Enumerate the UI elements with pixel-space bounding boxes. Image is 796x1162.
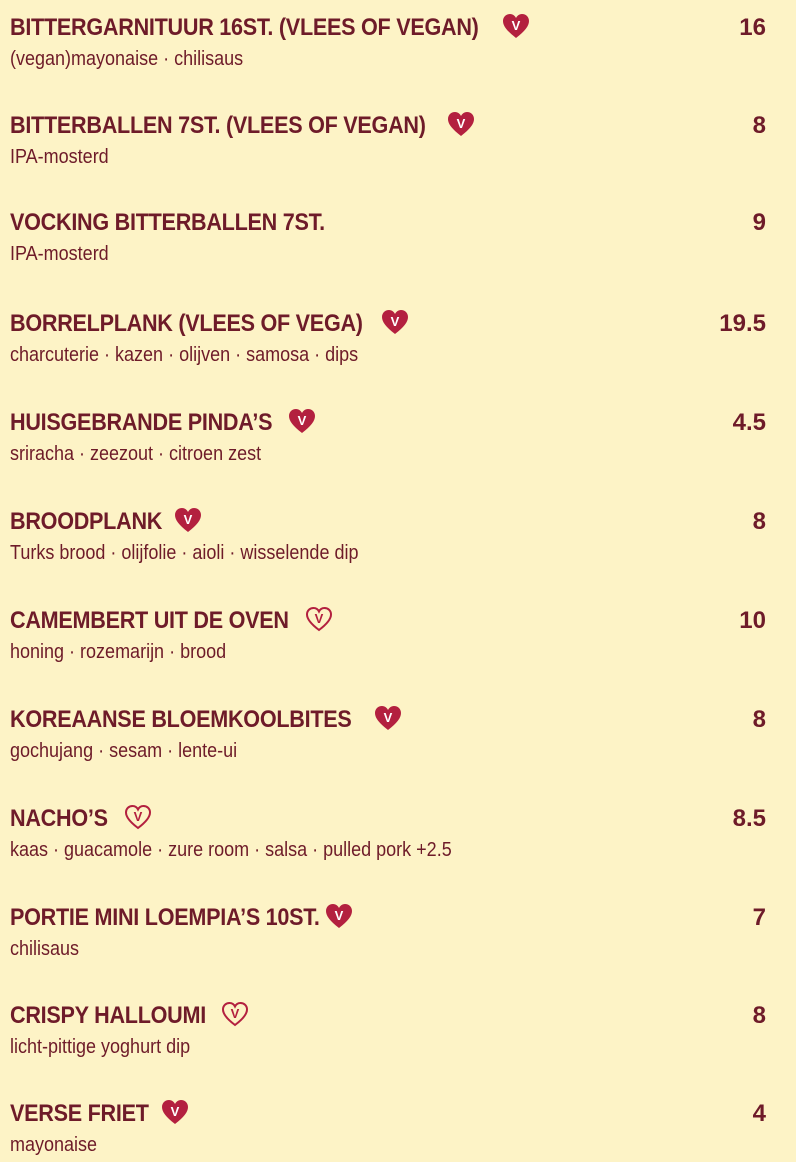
- menu-item: [10, 203, 766, 271]
- heart-filled-vegan-icon: [373, 704, 403, 732]
- menu-item-title-row: [10, 502, 766, 542]
- menu-item-name: BITTERGARNITUUR 16ST. (VLEES OF VEGAN): [10, 14, 479, 41]
- menu-item-price: 16: [739, 14, 766, 41]
- menu-item-price: 9: [752, 209, 766, 236]
- menu-item-title-row: [10, 403, 766, 443]
- heart-filled-vegan-icon: [446, 110, 476, 138]
- menu-item-description: IPA-mosterd: [10, 243, 109, 265]
- menu-item: [10, 601, 766, 669]
- badge-letter: V: [298, 413, 307, 428]
- menu-item-name: VOCKING BITTERBALLEN 7ST.: [10, 209, 325, 236]
- menu-item-name: PORTIE MINI LOEMPIA’S 10ST.: [10, 904, 320, 931]
- menu-item-title-row: [10, 700, 766, 740]
- badge-letter: V: [334, 908, 344, 923]
- menu-item-title-row: [10, 601, 766, 641]
- menu-item: [10, 799, 766, 867]
- menu-item-name: CRISPY HALLOUMI: [10, 1002, 206, 1029]
- heart-filled-vegan-icon: [173, 506, 203, 534]
- menu-item: [10, 1094, 766, 1162]
- menu-item-title-row: [10, 8, 766, 48]
- menu-item-title-row: [10, 799, 766, 839]
- badge-letter: V: [390, 314, 400, 329]
- menu-item: [10, 502, 766, 570]
- menu-item-price: 8: [752, 706, 766, 733]
- menu-item-description: kaas · guacamole · zure room · salsa · pulled pork +2.5: [10, 839, 452, 861]
- menu-item: [10, 700, 766, 768]
- menu-item: [10, 898, 766, 966]
- heart-filled-vegan-icon: [501, 12, 531, 40]
- heart-outline-vegetarian-icon: [304, 605, 334, 633]
- menu-item: [10, 8, 766, 76]
- menu-item-title-row: [10, 203, 766, 243]
- badge-letter: V: [384, 710, 393, 725]
- menu-item-name: VERSE FRIET: [10, 1100, 149, 1127]
- menu-item-title-row: [10, 304, 766, 344]
- badge-letter: V: [511, 18, 520, 33]
- badge-letter: V: [170, 1104, 180, 1119]
- badge-letter: V: [183, 512, 193, 527]
- menu-item-price: 4: [752, 1100, 766, 1127]
- menu-item-name: BROODPLANK: [10, 508, 163, 535]
- menu-item-title-row: [10, 898, 766, 938]
- menu-item-description: Turks brood · olijfolie · aioli · wisselende dip: [10, 542, 359, 564]
- menu-item-name: NACHO’S: [10, 805, 108, 832]
- menu-item-name: BITTERBALLEN 7ST. (VLEES OF VEGAN): [10, 112, 426, 139]
- heart-outline-vegetarian-icon: [123, 803, 153, 831]
- menu-item-price: 19.5: [719, 310, 766, 337]
- menu-item-description: chilisaus: [10, 938, 80, 960]
- menu-item-name: BORRELPLANK (VLEES OF VEGA): [10, 310, 363, 337]
- menu-item-description: licht-pittige yoghurt dip: [10, 1036, 191, 1058]
- menu-item-price: 8.5: [732, 805, 766, 832]
- heart-outline-vegetarian-icon: [220, 1000, 250, 1028]
- menu-item-price: 4.5: [732, 409, 766, 436]
- menu-item: [10, 106, 766, 174]
- badge-letter: V: [456, 116, 466, 131]
- menu-item-name: KOREAANSE BLOEMKOOLBITES: [10, 706, 352, 733]
- menu-item-title-row: [10, 106, 766, 146]
- menu-item-name: HUISGEBRANDE PINDA’S: [10, 409, 273, 436]
- heart-filled-vegan-icon: [287, 407, 317, 435]
- menu-item-price: 7: [752, 904, 766, 931]
- menu-item: [10, 304, 766, 372]
- menu-item-price: 8: [752, 1002, 766, 1029]
- heart-filled-vegan-icon: [160, 1098, 190, 1126]
- menu-item-description: mayonaise: [10, 1134, 98, 1156]
- menu-item-name: CAMEMBERT UIT DE OVEN: [10, 607, 289, 634]
- menu-item-title-row: [10, 996, 766, 1036]
- menu-item-price: 8: [752, 508, 766, 535]
- badge-letter: V: [133, 809, 142, 824]
- menu-item-description: charcuterie · kazen · olijven · samosa · dips: [10, 344, 359, 366]
- menu-item-price: 8: [752, 112, 766, 139]
- menu-item-price: 10: [739, 607, 766, 634]
- heart-filled-vegan-icon: [380, 308, 410, 336]
- menu-item-description: honing · rozemarijn · brood: [10, 641, 227, 663]
- badge-letter: V: [230, 1006, 240, 1021]
- menu-item-description: IPA-mosterd: [10, 146, 109, 168]
- menu-item: [10, 996, 766, 1064]
- menu-item: [10, 403, 766, 471]
- heart-filled-vegan-icon: [324, 902, 354, 930]
- menu-item-title-row: [10, 1094, 766, 1134]
- badge-letter: V: [314, 611, 324, 626]
- menu-item-description: gochujang · sesam · lente-ui: [10, 740, 238, 762]
- menu-item-description: sriracha · zeezout · citroen zest: [10, 443, 262, 465]
- menu-item-description: (vegan)mayonaise · chilisaus: [10, 48, 244, 70]
